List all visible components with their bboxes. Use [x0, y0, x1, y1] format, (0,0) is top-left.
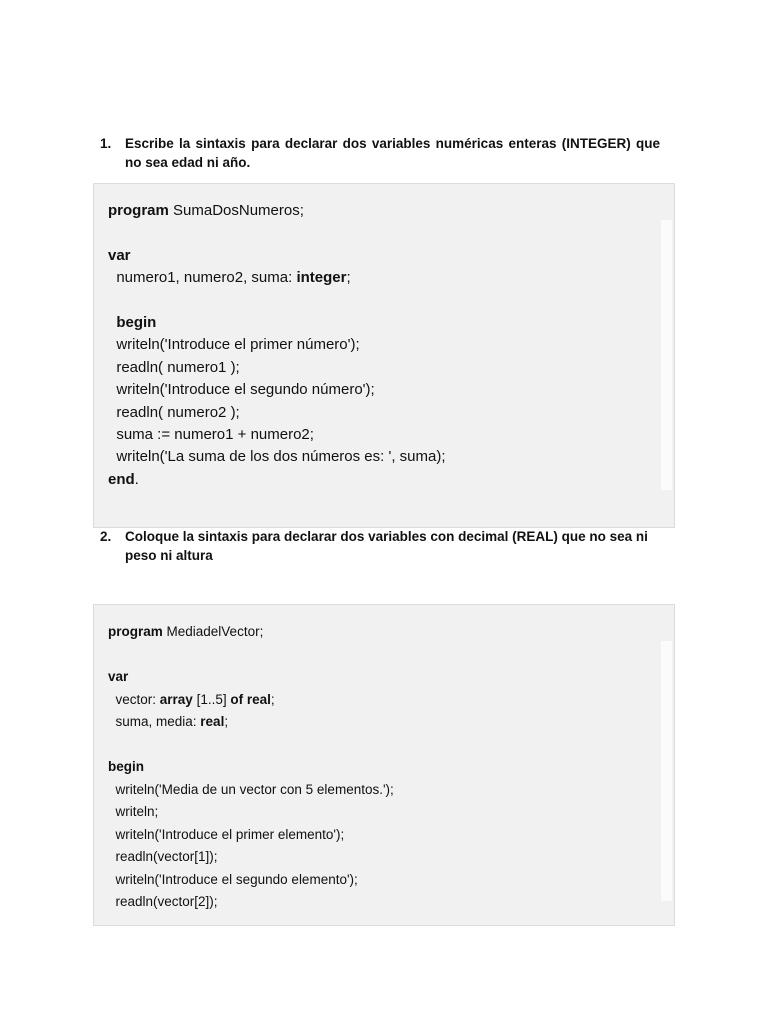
range-text: [1..5] [192, 691, 231, 707]
code-line: writeln('Introduce el primer elemento'); [108, 826, 345, 842]
program-keyword: program [108, 624, 163, 639]
code-block-1 [93, 183, 675, 528]
code-block-1-content [108, 200, 446, 491]
array-keyword: array [159, 691, 193, 707]
code-line [108, 621, 394, 644]
code-line-blank [108, 222, 446, 244]
code-line: writeln; [108, 804, 159, 819]
code-line: readln( numero1 ); [108, 358, 240, 376]
suma-declaration-end: ; [224, 714, 229, 729]
of-real-keyword: of real [230, 691, 271, 707]
code-line: readln(vector[2]); [108, 894, 218, 909]
code-line-blank [108, 734, 394, 757]
real-keyword: real [200, 714, 225, 729]
end-dot: . [134, 470, 139, 488]
vector-declaration-text: vector: [108, 691, 160, 707]
question-1 [100, 134, 660, 172]
question-1-text: Escribe la sintaxis para declarar dos variables numéricas enteras (INTEGER) que no sea edad ni año. [125, 136, 660, 170]
code-line [108, 469, 446, 491]
code-line: writeln('Introduce el segundo número'); [108, 381, 375, 399]
code-line: writeln('Introduce el segundo elemento'); [108, 871, 358, 887]
code-line [108, 200, 446, 222]
code-line [108, 711, 394, 734]
question-2-number: 2. [100, 529, 112, 544]
begin-keyword: begin [108, 759, 144, 774]
end-keyword: end [108, 470, 135, 488]
integer-keyword: integer [296, 269, 347, 287]
declaration-text: numero1, numero2, suma: [108, 269, 297, 287]
declaration-end: ; [346, 269, 351, 287]
program-name: SumaDosNumeros; [168, 202, 304, 219]
code-block-1-side-strip [661, 220, 672, 490]
code-line: readln( numero2 ); [108, 403, 240, 421]
code-line-blank [108, 644, 394, 667]
var-keyword: var [108, 246, 131, 264]
question-1-number: 1. [100, 136, 112, 151]
code-line: writeln('Introduce el primer número'); [108, 336, 360, 354]
code-line: suma := numero1 + numero2; [108, 426, 314, 444]
vector-declaration-end: ; [270, 691, 275, 707]
program-name: MediadelVector; [162, 624, 264, 639]
program-keyword: program [108, 202, 169, 219]
suma-declaration-text: suma, media: [108, 714, 201, 729]
code-line: writeln('La suma de los dos números es: ', suma); [108, 448, 446, 466]
code-block-2 [93, 604, 675, 926]
question-2 [100, 527, 660, 565]
code-line [108, 689, 394, 712]
code-line: readln(vector[1]); [108, 849, 218, 864]
begin-keyword: begin [108, 314, 157, 332]
code-block-2-side-strip [661, 641, 672, 901]
code-block-2-content [108, 621, 394, 914]
code-line-blank [108, 290, 446, 312]
code-line [108, 267, 446, 289]
question-2-text: Coloque la sintaxis para declarar dos variables con decimal (REAL) que no sea ni peso ni altura [125, 529, 648, 563]
code-line: writeln('Media de un vector con 5 elementos.'); [108, 781, 394, 797]
var-keyword: var [108, 669, 129, 684]
